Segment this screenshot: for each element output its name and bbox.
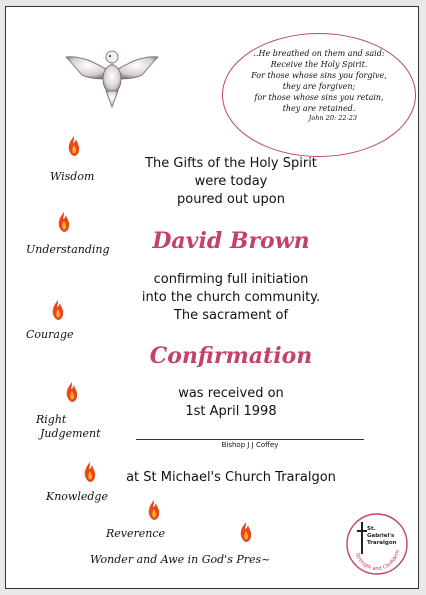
dove-icon <box>60 35 164 111</box>
gift-wonder: Wonder and Awe in God's Pres~ <box>90 553 271 566</box>
gift-wisdom: Wisdom <box>50 170 95 183</box>
quote-line: ..He breathed on them and said: <box>253 49 385 58</box>
quote-line: they are forgiven; <box>282 82 356 91</box>
seal-line: Gabriel's <box>367 533 395 539</box>
flame-icon <box>146 499 162 521</box>
signatory: Bishop J J Coffey <box>221 441 279 449</box>
middle-line: into the church community. <box>141 290 321 305</box>
gift-understanding: Understanding <box>26 243 110 256</box>
quote-line: they are retained. <box>282 104 356 113</box>
intro-line: The Gifts of the Holy Spirit <box>145 156 317 171</box>
flame-icon <box>238 521 254 543</box>
seal-line: St. <box>367 526 376 532</box>
middle-text <box>116 271 346 325</box>
intro-line: were today <box>194 174 268 189</box>
gift-right: Right <box>36 413 67 426</box>
intro-text <box>116 155 346 209</box>
intro-line: poured out upon <box>177 192 285 207</box>
flame-icon <box>66 135 82 157</box>
quote-line: For those whose sins you forgive, <box>251 71 387 80</box>
location: at St Michael's Church Traralgon <box>126 470 336 485</box>
middle-line: The sacrament of <box>173 308 289 323</box>
gift-reverence: Reverence <box>106 527 166 540</box>
quote-line: for those whose sins you retain, <box>254 93 384 102</box>
quote-reference: John 20: 22-23 <box>308 114 357 122</box>
sacrament-title: Confirmation <box>149 343 313 369</box>
quote-line: Receive the Holy Spirit. <box>270 60 368 69</box>
scripture-quote <box>222 33 416 157</box>
signature-line <box>136 439 364 440</box>
received-date: 1st April 1998 <box>185 404 277 419</box>
flame-icon <box>56 211 72 233</box>
gift-knowledge: Knowledge <box>46 490 108 503</box>
recipient-name: David Brown <box>152 228 310 254</box>
certificate <box>5 6 419 589</box>
received-text <box>116 385 346 421</box>
gift-judgement: Judgement <box>40 427 101 440</box>
flame-icon <box>82 461 98 483</box>
flame-icon <box>64 381 80 403</box>
parish-seal <box>345 512 409 576</box>
seal-line: Traralgon <box>367 540 397 546</box>
received-line: was received on <box>178 386 284 401</box>
seal-motto: Strength and Confidence <box>353 548 401 573</box>
gift-courage: Courage <box>26 328 74 341</box>
cross-icon <box>357 522 367 554</box>
middle-line: confirming full initiation <box>153 272 309 287</box>
seal-text <box>367 526 397 547</box>
flame-icon <box>50 299 66 321</box>
